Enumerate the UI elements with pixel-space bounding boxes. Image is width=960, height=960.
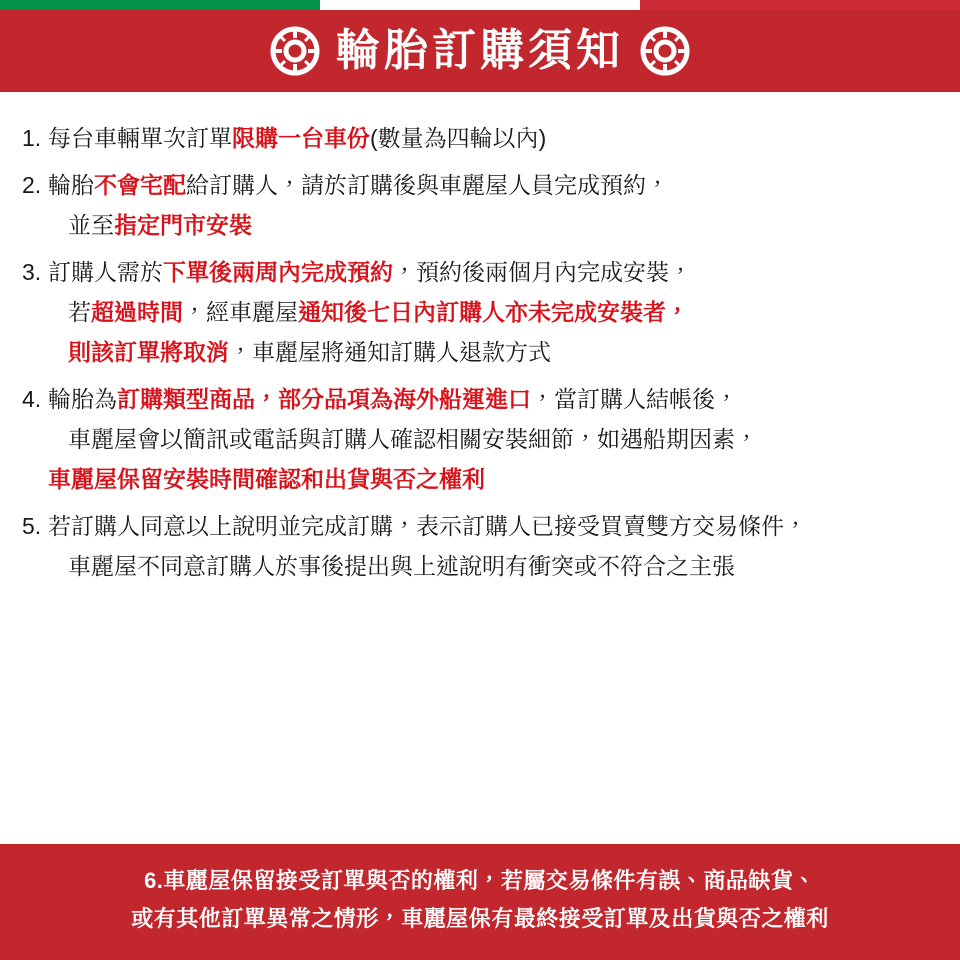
notice-body xyxy=(48,165,938,245)
notice-text: ，預約後兩個月內完成安裝， xyxy=(393,259,692,285)
notice-number: 4. xyxy=(22,386,42,412)
flag-segment-green xyxy=(0,0,320,10)
notice-body xyxy=(48,506,938,586)
notice-line xyxy=(48,252,938,292)
notice-text: 輪胎 xyxy=(48,172,94,198)
notice-line xyxy=(48,546,938,586)
notice-item xyxy=(22,379,938,499)
notice-text: ，當訂購人結帳後， xyxy=(531,386,738,412)
notice-text: 給訂購人，請於訂購後與車麗屋人員完成預約， xyxy=(186,172,669,198)
notice-text-highlight: 指定門市安裝 xyxy=(114,212,252,238)
notice-text: 輪胎為 xyxy=(48,386,117,412)
header-content xyxy=(0,10,960,92)
notice-text-highlight: 則該訂單將取消 xyxy=(68,339,229,365)
notice-text: 每台車輛單次訂單 xyxy=(48,125,232,151)
notice-text-highlight: 不會宅配 xyxy=(94,172,186,198)
notice-text: ，車麗屋將通知訂購人退款方式 xyxy=(229,339,551,365)
notice-number: 1. xyxy=(22,125,42,151)
notice-item xyxy=(22,252,938,372)
notice-line xyxy=(48,459,938,499)
notice-item xyxy=(22,165,938,245)
flag-segment-white xyxy=(320,0,640,10)
page-footer xyxy=(0,844,960,960)
notice-line xyxy=(48,118,938,158)
notice-text: (數量為四輪以內) xyxy=(370,125,547,151)
notice-number: 3. xyxy=(22,259,42,285)
notice-body xyxy=(48,252,938,372)
notice-item xyxy=(22,118,938,158)
notice-line xyxy=(48,506,938,546)
page-header xyxy=(0,0,960,92)
notice-text: ，經車麗屋 xyxy=(183,299,298,325)
notice-text: 車麗屋會以簡訊或電話與訂購人確認相關安裝細節，如遇船期因素， xyxy=(68,426,758,452)
notice-text: 若 xyxy=(68,299,91,325)
notice-text: 訂購人需於 xyxy=(48,259,163,285)
flag-segment-red xyxy=(640,0,960,10)
notice-text-highlight: 限購一台車份 xyxy=(232,125,370,151)
notice-text-highlight: 下單後兩周內完成預約 xyxy=(163,259,393,285)
notice-body xyxy=(48,379,938,499)
notice-list xyxy=(0,92,960,586)
notice-line xyxy=(48,292,938,332)
notice-body xyxy=(48,118,938,158)
italy-flag-strip xyxy=(0,0,960,10)
notice-line xyxy=(48,419,938,459)
notice-text-highlight: 通知後七日內訂購人亦未完成安裝者， xyxy=(298,299,689,325)
tire-icon-left xyxy=(270,26,320,76)
notice-number: 5. xyxy=(22,513,42,539)
footer-line: 或有其他訂單異常之情形，車麗屋保有最終接受訂單及出貨與否之權利 xyxy=(131,906,829,931)
notice-text-highlight: 超過時間 xyxy=(91,299,183,325)
footer-line: 6.車麗屋保留接受訂單與否的權利，若屬交易條件有誤、商品缺貨、 xyxy=(144,868,816,893)
notice-text: 並至 xyxy=(68,212,114,238)
page-title: 輪胎訂購須知 xyxy=(336,26,624,75)
notice-text-highlight: 車麗屋保留安裝時間確認和出貨與否之權利 xyxy=(48,466,485,492)
notice-number: 2. xyxy=(22,172,42,198)
tire-icon-right xyxy=(640,26,690,76)
notice-line xyxy=(48,165,938,205)
notice-item xyxy=(22,506,938,586)
notice-text-highlight: 訂購類型商品，部分品項為海外船運進口 xyxy=(117,386,531,412)
notice-text: 車麗屋不同意訂購人於事後提出與上述說明有衝突或不符合之主張 xyxy=(68,553,735,579)
notice-text: 若訂購人同意以上說明並完成訂購，表示訂購人已接受買賣雙方交易條件， xyxy=(48,513,807,539)
notice-line xyxy=(48,332,938,372)
notice-line xyxy=(48,205,938,245)
notice-line xyxy=(48,379,938,419)
